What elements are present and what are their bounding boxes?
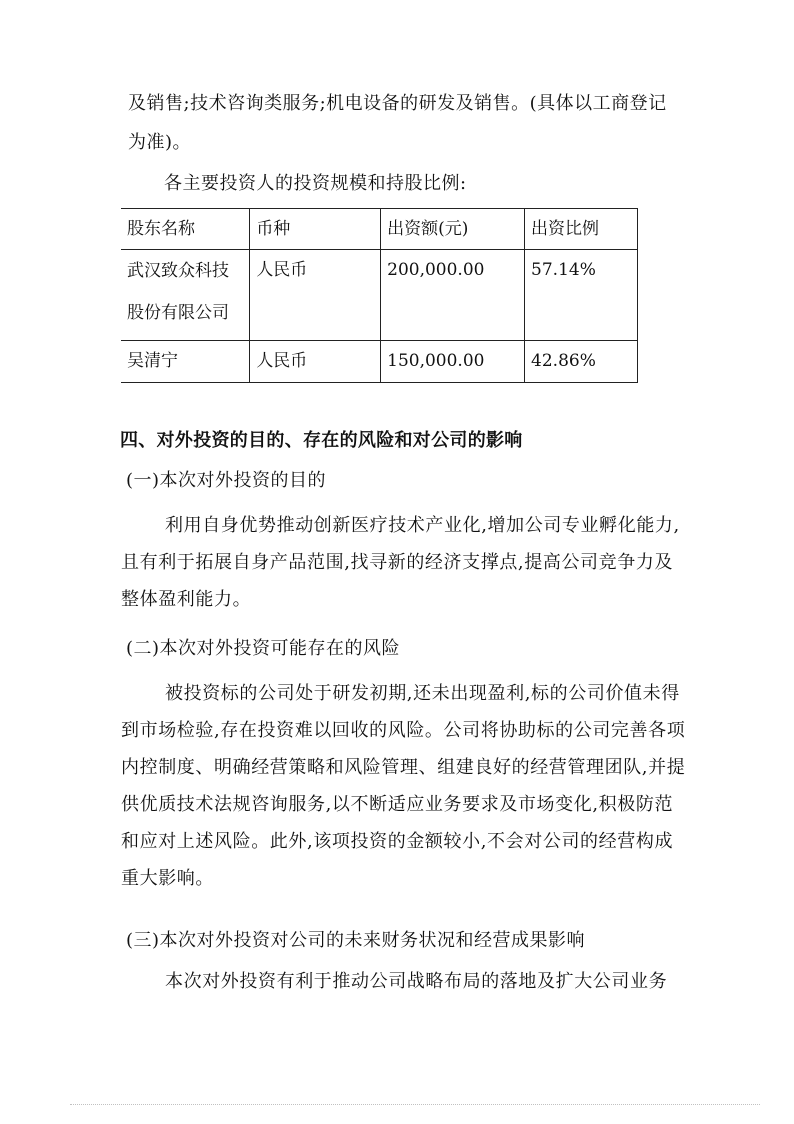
cell-ratio: 42.86% <box>525 341 638 383</box>
cell-shareholder-name: 吴清宁 <box>121 341 250 383</box>
cell-amount: 200,000.00 <box>381 250 525 341</box>
subsection-1-heading: (一)本次对外投资的目的 <box>126 470 327 491</box>
header-currency: 币种 <box>250 209 381 250</box>
header-amount: 出资额(元) <box>381 209 525 250</box>
subsection-1-body: 利用自身优势推动创新医疗技术产业化,增加公司专业孵化能力,且有利于拓展自身产品范围,找寻新的经济支撑点,提高公司竞争力及整体盈利能力。 <box>121 515 680 610</box>
table-intro: 各主要投资人的投资规模和持股比例: <box>164 173 467 194</box>
cell-shareholder-name: 武汉致众科技股份有限公司 <box>121 250 250 341</box>
table-header-row <box>121 209 638 250</box>
cell-currency: 人民币 <box>250 250 381 341</box>
header-shareholder-name: 股东名称 <box>121 209 250 250</box>
scan-artifact-line <box>70 1104 760 1111</box>
shareholder-table <box>121 208 638 383</box>
business-scope-line-2: 为准)。 <box>128 132 192 153</box>
subsection-2-body: 被投资标的公司处于研发初期,还未出现盈利,标的公司价值未得到市场检验,存在投资难以回收的风险。公司将协助标的公司完善各项内控制度、明确经营策略和风险管理、组建良好的经营管理团队,并提供优质技术法规咨询服务,以不断适应业务要求及市场变化,积极防范和应对上述风险。此外,该项投资的金额较小,不会对公司的经营构成重大影响。 <box>121 683 686 889</box>
header-ratio: 出资比例 <box>525 209 638 250</box>
subsection-3-heading: (三)本次对外投资对公司的未来财务状况和经营成果影响 <box>126 930 586 951</box>
table-row <box>121 341 638 383</box>
table-row <box>121 250 638 341</box>
subsection-3-body: 本次对外投资有利于推动公司战略布局的落地及扩大公司业务 <box>165 971 668 992</box>
cell-currency: 人民币 <box>250 341 381 383</box>
cell-amount: 150,000.00 <box>381 341 525 383</box>
subsection-2-heading: (二)本次对外投资可能存在的风险 <box>126 638 401 659</box>
cell-ratio: 57.14% <box>525 250 638 341</box>
business-scope-line-1: 及销售;技术咨询类服务;机电设备的研发及销售。(具体以工商登记 <box>128 93 667 114</box>
section-4-heading: 四、对外投资的目的、存在的风险和对公司的影响 <box>120 430 523 451</box>
